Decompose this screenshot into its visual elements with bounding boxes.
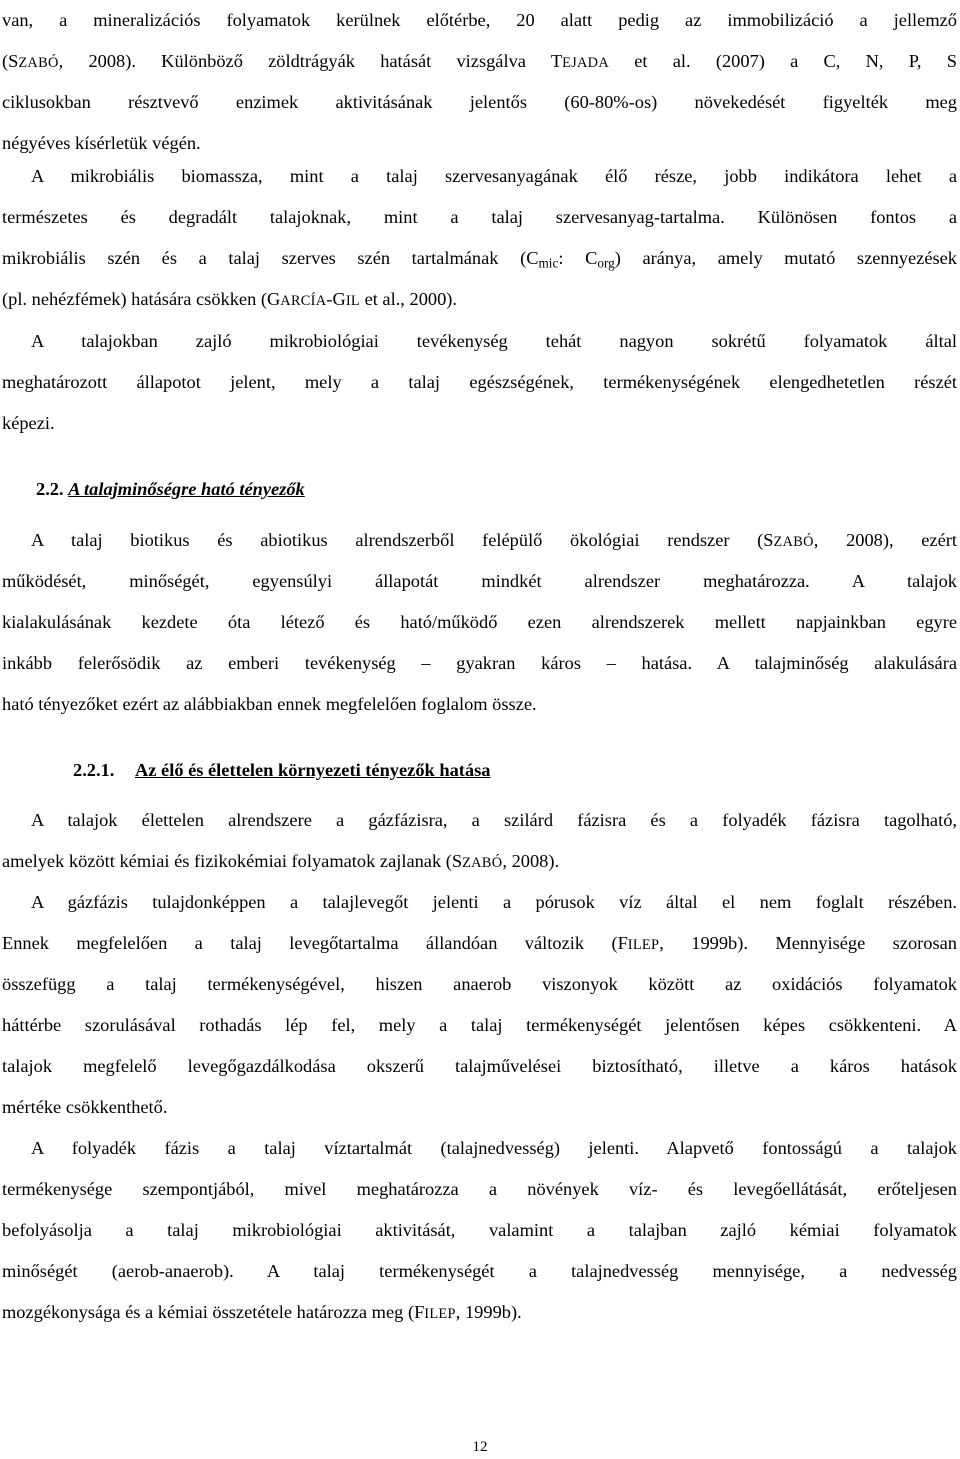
text-line: összefügg a talaj termékenységével, hiszen anaerob viszonyok között az oxidációs folyamatok xyxy=(2,974,957,994)
text-line: működését, minőségét, egyensúlyi állapotát mindkét alrendszer meghatározza. A talajok xyxy=(2,571,957,591)
text-line: (pl. nehézfémek) hatására csökken (GARCÍA-GIL et al., 2000). xyxy=(2,289,458,309)
text-line: befolyásolja a talaj mikrobiológiai aktivitását, valamint a talajban zajló kémiai folyamatok xyxy=(2,1220,957,1240)
text-line: A mikrobiális biomassza, mint a talaj szervesanyagának élő része, jobb indikátora lehet a xyxy=(31,166,957,186)
text-line: van, a mineralizációs folyamatok kerülnek előtérbe, 20 alatt pedig az immobilizáció a jellemző xyxy=(2,10,957,30)
text-line: kialakulásának kezdete óta létező és ható/működő ezen alrendszerek mellett napjainkban egyre xyxy=(2,612,957,632)
heading-number: 2.2. xyxy=(36,479,64,499)
text-line: A talajokban zajló mikrobiológiai tevékenység tehát nagyon sokrétű folyamatok által xyxy=(31,331,957,351)
heading-number: 2.2.1. xyxy=(73,760,115,780)
text-line: (SZABÓ, 2008). Különböző zöldtrágyák hatását vizsgálva TEJADA et al. (2007) a C, N, P, S xyxy=(2,51,957,71)
text-line: természetes és degradált talajoknak, mint a talaj szervesanyag-tartalma. Különösen fontos a xyxy=(2,207,957,227)
paragraph-4 xyxy=(2,800,957,882)
paragraph-5 xyxy=(2,882,957,1128)
text-line: Ennek megfelelően a talaj levegőtartalma állandóan változik (FILEP, 1999b). Mennyisége szorosan xyxy=(2,933,957,953)
text-line: A gázfázis tulajdonképpen a talajlevegőt jelenti a pórusok víz által el nem foglalt részében. xyxy=(31,892,957,912)
text-line: ható tényezőket ezért az alábbiakban ennek megfelelően foglalom össze. xyxy=(2,694,537,714)
paragraph-0 xyxy=(2,0,957,164)
heading-title: A talajminőségre ható tényezők xyxy=(68,479,305,499)
text-line: négyéves kísérletük végén. xyxy=(2,133,201,153)
text-line: meghatározott állapotot jelent, mely a talaj egészségének, termékenységének elengedhetetlen részét xyxy=(2,372,957,392)
text-line: A talajok élettelen alrendszere a gázfázisra, a szilárd fázisra és a folyadék fázisra tagolható, xyxy=(31,810,957,830)
heading-title: Az élő és élettelen környezeti tényezők hatása xyxy=(135,760,491,780)
text-line: inkább felerősödik az emberi tevékenység – gyakran káros – hatása. A talajminőség alakulására xyxy=(2,653,957,673)
text-line: termékenysége szempontjából, mivel meghatározza a növények víz- és levegőellátását, erőteljesen xyxy=(2,1179,957,1199)
text-line: talajok megfelelő levegőgazdálkodása okszerű talajművelései biztosítható, illetve a káros hatások xyxy=(2,1056,957,1076)
paragraph-2 xyxy=(2,321,957,444)
paragraph-1 xyxy=(2,156,957,320)
paragraph-6 xyxy=(2,1128,957,1333)
paragraph-3 xyxy=(2,520,957,725)
section-heading-2-2-1 xyxy=(73,750,490,791)
text-line: A folyadék fázis a talaj víztartalmát (talajnedvesség) jelenti. Alapvető fontosságú a talajok xyxy=(31,1138,957,1158)
text-line: mikrobiális szén és a talaj szerves szén tartalmának ($C_{mic}$: $C_{org}$) aránya, amely mutató szennyezések xyxy=(2,248,958,271)
text-line: ciklusokban résztvevő enzimek aktivitásának jelentős (60-80%-os) növekedését figyelték meg xyxy=(2,92,957,112)
text-line: mértéke csökkenthető. xyxy=(2,1097,168,1117)
page-number: 12 xyxy=(472,1439,488,1455)
text-line: képezi. xyxy=(2,413,55,433)
text-line: A talaj biotikus és abiotikus alrendszerből felépülő ökológiai rendszer (SZABÓ, 2008), ezért xyxy=(31,530,957,550)
text-line: amelyek között kémiai és fizikokémiai folyamatok zajlanak (SZABÓ, 2008). xyxy=(2,851,560,871)
text-line: minőségét (aerob-anaerob). A talaj termékenységét a talajnedvesség mennyisége, a nedvesség xyxy=(2,1261,957,1281)
section-heading-2-2 xyxy=(36,469,305,510)
text-line: mozgékonysága és a kémiai összetétele határozza meg (FILEP, 1999b). xyxy=(2,1302,522,1322)
text-line: háttérbe szorulásával rothadás lép fel, mely a talaj termékenységét jelentősen képes csökkenteni. A xyxy=(2,1015,957,1035)
